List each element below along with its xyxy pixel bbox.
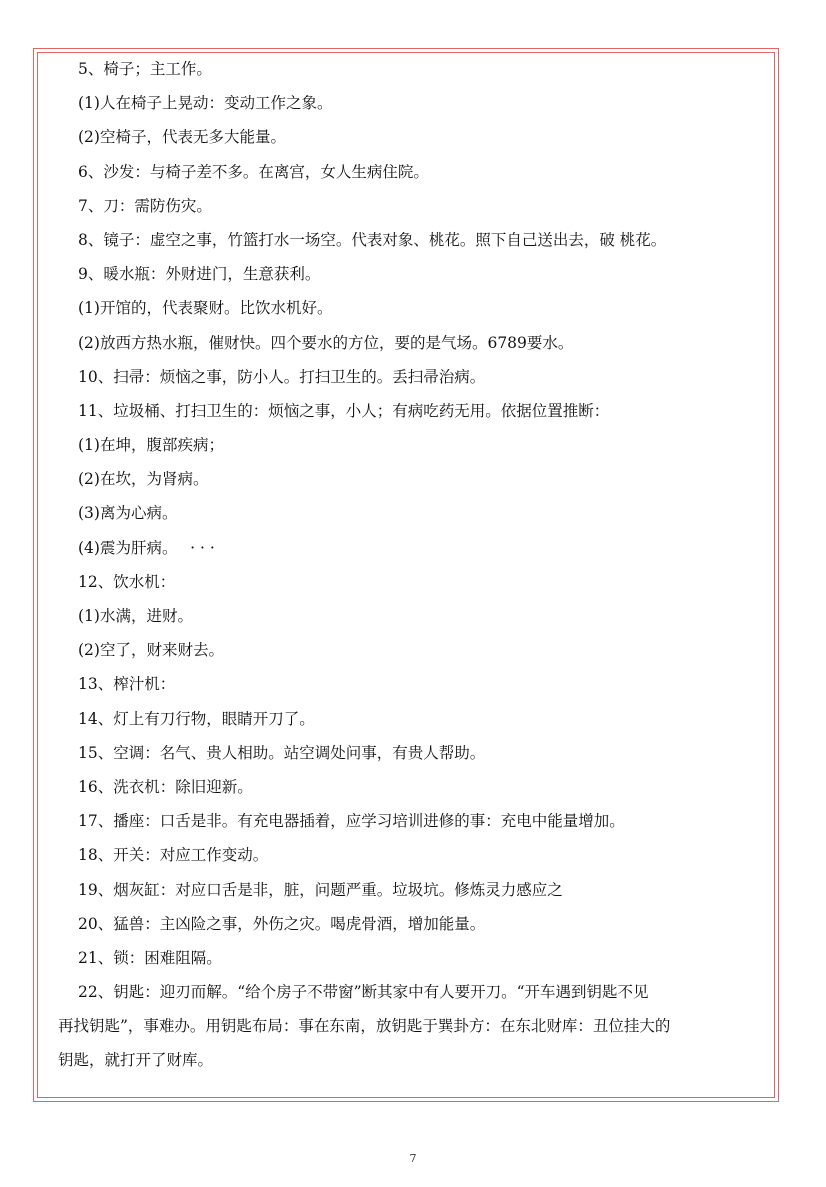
- text-line: (1)开馆的，代表聚财。比饮水机好。: [78, 299, 333, 318]
- text-line: 5、椅子；主工作。: [78, 60, 212, 78]
- text-line: 13、榨汁机：: [78, 675, 176, 694]
- text-line: 6、沙发：与椅子差不多。在离宫，女人生病住院。: [78, 162, 429, 181]
- text-line: 21、锁：困难阻隔。: [78, 948, 222, 967]
- text-line: 12、饮水机：: [78, 572, 176, 591]
- text-line: 20、猛兽：主凶险之事，外伤之灾。喝虎骨酒，增加能量。: [78, 914, 486, 933]
- text-line: 9、暖水瓶：外财进门，生意获利。: [78, 265, 321, 284]
- text-line: 17、播座：口舌是非。有充电器插着，应学习培训进修的事：充电中能量增加。: [78, 812, 625, 831]
- text-line: 8、镜子：虚空之事，竹篮打水一场空。代表对象、桃花。照下自己送出去，破 桃花。: [78, 230, 667, 249]
- text-line: 再找钥匙”，事难办。用钥匙布局：事在东南，放钥匙于巽卦方：在东北财库：丑位挂大的: [58, 1017, 671, 1036]
- text-line: 19、烟灰缸：对应口舌是非，脏，问题严重。垃圾坑。修炼灵力感应之: [78, 880, 563, 899]
- page-number: 7: [409, 1152, 417, 1165]
- text-line: (2)在坎，为肾病。: [78, 470, 209, 489]
- document-body: [58, 52, 774, 1078]
- text-line: 18、开关：对应工作变动。: [78, 846, 269, 865]
- text-line: 14、灯上有刀行物，眼睛开刀了。: [78, 709, 315, 728]
- text-line: 16、洗衣机：除旧迎新。: [78, 777, 253, 796]
- text-line: 钥匙，就打开了财库。: [58, 1051, 214, 1070]
- text-line: 22、钥匙：迎刃而解。“给个房子不带窗”断其家中有人要开刀。“开车遇到钥匙不见: [78, 983, 649, 1002]
- text-line: 7、刀：需防伤灾。: [78, 196, 212, 215]
- text-line: (2)放西方热水瓶，催财快。四个要水的方位，要的是气场。6789要水。: [78, 333, 574, 352]
- text-line: (1)水满，进财。: [78, 607, 193, 625]
- text-line: (3)离为心病。: [78, 504, 178, 523]
- text-line: (1)在坤，腹部疾病；: [78, 436, 224, 455]
- text-line: (2)空了，财来财去。: [78, 641, 224, 660]
- text-line: (1)人在椅子上晃动：变动工作之象。: [78, 94, 333, 113]
- text-line: (4)震为肝病。 · · ·: [78, 538, 215, 557]
- text-line: 15、空调：名气、贵人相助。站空调处问事，有贵人帮助。: [78, 743, 486, 762]
- text-line: 11、垃圾桶、打扫卫生的：烦恼之事，小人；有病吃药无用。依据位置推断：: [78, 401, 610, 420]
- text-line: (2)空椅子，代表无多大能量。: [78, 128, 286, 147]
- text-line: 10、扫帚：烦恼之事，防小人。打扫卫生的。丢扫帚治病。: [78, 367, 486, 386]
